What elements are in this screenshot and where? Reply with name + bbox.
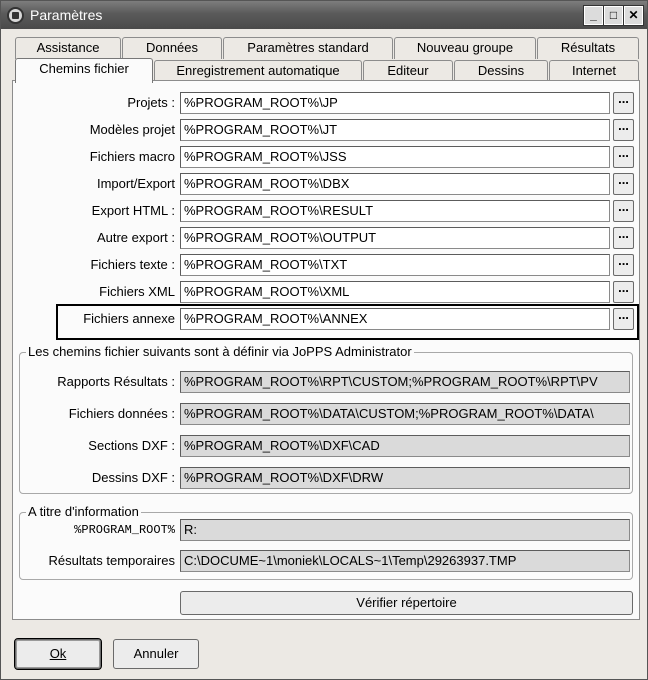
path-label-import-export: Import/Export: [96, 176, 175, 191]
tab-editeur[interactable]: Editeur: [363, 60, 453, 82]
browse-button-projets[interactable]: ...: [613, 92, 634, 114]
tab-nouveau-groupe[interactable]: Nouveau groupe: [394, 37, 536, 59]
admin-label-dessins-dxf: Dessins DXF :: [91, 470, 175, 485]
path-field-import-export[interactable]: %PROGRAM_ROOT%\DBX: [180, 173, 610, 195]
browse-button-export-html[interactable]: ...: [613, 200, 634, 222]
browse-button-import-export[interactable]: ...: [613, 173, 634, 195]
tab-resultats[interactable]: Résultats: [537, 37, 639, 59]
chemins-fichier-panel: [12, 80, 640, 620]
browse-button-texte[interactable]: ...: [613, 254, 634, 276]
info-group-title: A titre d'information: [28, 504, 139, 519]
verify-directory-button[interactable]: Vérifier répertoire: [180, 591, 633, 615]
minimize-icon[interactable]: _: [584, 6, 603, 25]
path-field-projets[interactable]: %PROGRAM_ROOT%\JP: [180, 92, 610, 114]
path-label-macro: Fichiers macro: [89, 149, 175, 164]
admin-group-title: Les chemins fichier suivants sont à définir via JoPPS Administrator: [28, 344, 412, 359]
admin-paths-group: [19, 344, 633, 494]
path-field-macro[interactable]: %PROGRAM_ROOT%\JSS: [180, 146, 610, 168]
path-field-modeles[interactable]: %PROGRAM_ROOT%\JT: [180, 119, 610, 141]
browse-button-autre-export[interactable]: ...: [613, 227, 634, 249]
info-field-temp-results: C:\DOCUME~1\moniek\LOCALS~1\Temp\29263937.TMP: [180, 550, 630, 572]
admin-label-rapports: Rapports Résultats :: [57, 374, 175, 389]
title-bar[interactable]: [1, 1, 647, 29]
admin-label-sections-dxf: Sections DXF :: [88, 438, 175, 453]
path-label-annexe: Fichiers annexe: [83, 311, 175, 326]
path-field-xml[interactable]: %PROGRAM_ROOT%\XML: [180, 281, 610, 303]
tab-donnees[interactable]: Données: [122, 37, 222, 59]
admin-field-donnees: %PROGRAM_ROOT%\DATA\CUSTOM;%PROGRAM_ROOT%\DATA\: [180, 403, 630, 425]
path-field-annexe[interactable]: %PROGRAM_ROOT%\ANNEX: [180, 308, 610, 330]
path-label-texte: Fichiers texte :: [90, 257, 175, 272]
path-label-projets: Projets :: [127, 95, 175, 110]
browse-button-xml[interactable]: ...: [613, 281, 634, 303]
info-field-program-root: R:: [180, 519, 630, 541]
tab-chemins-fichier[interactable]: Chemins fichier: [15, 58, 153, 83]
browse-button-macro[interactable]: ...: [613, 146, 634, 168]
path-label-export-html: Export HTML :: [91, 203, 175, 218]
browse-button-annexe[interactable]: ...: [613, 308, 634, 330]
path-label-autre-export: Autre export :: [96, 230, 175, 245]
app-icon: [7, 7, 24, 24]
path-field-autre-export[interactable]: %PROGRAM_ROOT%\OUTPUT: [180, 227, 610, 249]
path-label-modeles: Modèles projet: [89, 122, 175, 137]
browse-button-modeles[interactable]: ...: [613, 119, 634, 141]
tab-enregistrement-automatique[interactable]: Enregistrement automatique: [154, 60, 362, 82]
tab-assistance[interactable]: Assistance: [15, 37, 121, 59]
tab-parametres-standard[interactable]: Paramètres standard: [223, 37, 393, 59]
close-icon[interactable]: ✕: [624, 6, 643, 25]
tab-dessins[interactable]: Dessins: [454, 60, 548, 82]
info-group: [19, 504, 633, 580]
path-label-xml: Fichiers XML: [99, 284, 175, 299]
tab-internet[interactable]: Internet: [549, 60, 639, 82]
maximize-icon[interactable]: □: [604, 6, 623, 25]
ok-button[interactable]: Ok: [15, 639, 101, 669]
path-field-texte[interactable]: %PROGRAM_ROOT%\TXT: [180, 254, 610, 276]
path-field-export-html[interactable]: %PROGRAM_ROOT%\RESULT: [180, 200, 610, 222]
info-label-program-root: %PROGRAM_ROOT%: [74, 523, 175, 537]
window-title: Paramètres: [30, 7, 103, 23]
admin-label-donnees: Fichiers données :: [68, 406, 175, 421]
cancel-button[interactable]: Annuler: [113, 639, 199, 669]
admin-field-dessins-dxf: %PROGRAM_ROOT%\DXF\DRW: [180, 467, 630, 489]
admin-field-rapports: %PROGRAM_ROOT%\RPT\CUSTOM;%PROGRAM_ROOT%\RPT\PV: [180, 371, 630, 393]
admin-field-sections-dxf: %PROGRAM_ROOT%\DXF\CAD: [180, 435, 630, 457]
info-label-temp-results: Résultats temporaires: [48, 553, 175, 568]
